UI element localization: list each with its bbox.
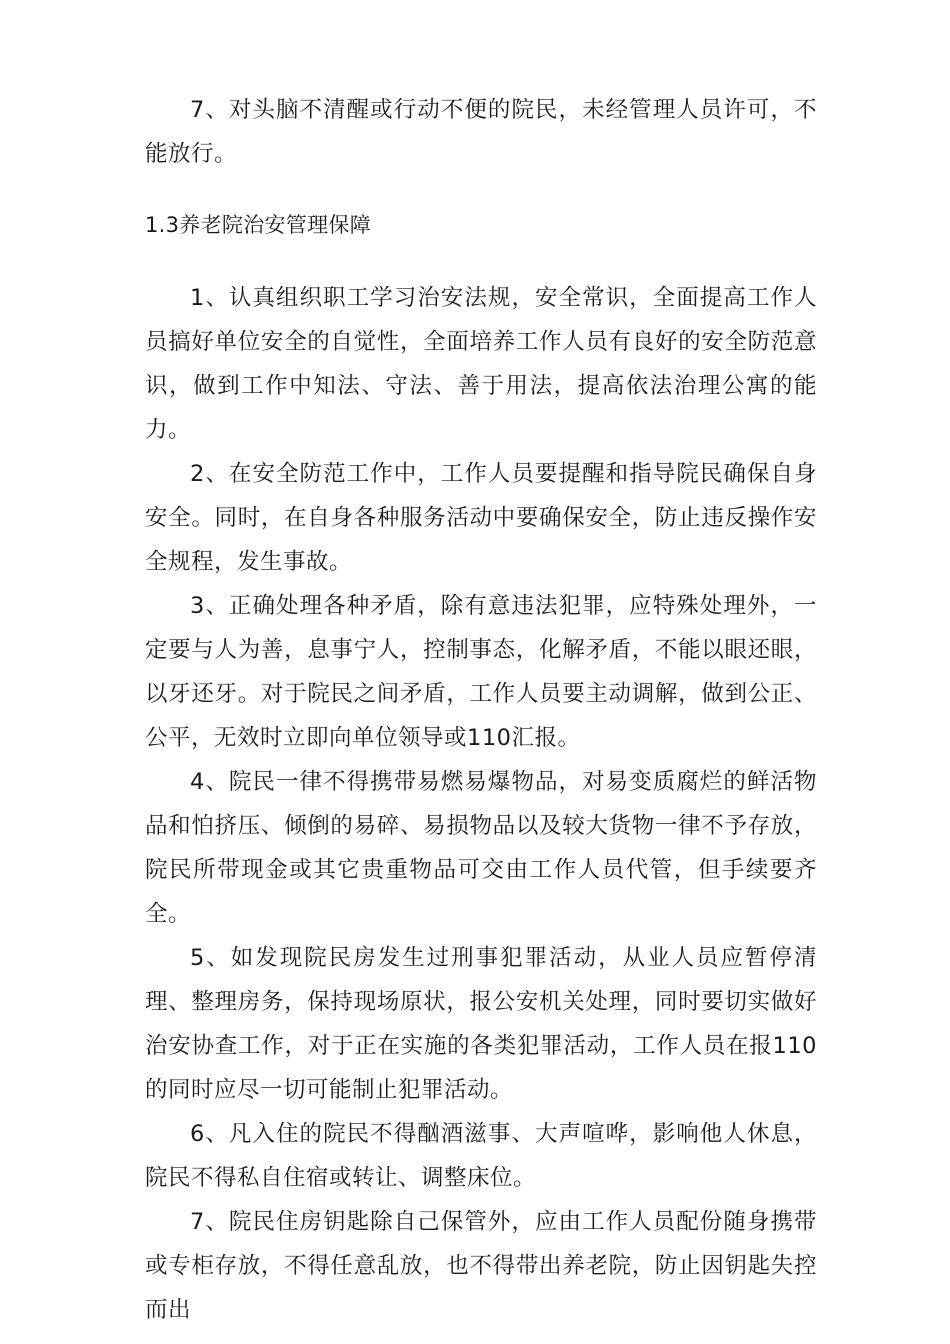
intro-paragraph: 7、对头脑不清醒或行动不便的院民，未经管理人员许可，不能放行。 <box>145 97 817 167</box>
paragraph-4: 4、院民一律不得携带易燃易爆物品，对易变质腐烂的鲜活物品和怕挤压、倾倒的易碎、易损物品以及较大货物一律不予存放，院民所带现金或其它贵重物品可交由工作人员代管，但手续要齐全。 <box>145 769 817 927</box>
paragraph-6: 6、凡入住的院民不得酗酒滋事、大声喧哗，影响他人休息，院民不得私自住宿或转让、调整床位。 <box>145 1121 817 1191</box>
paragraph-3: 3、正确处理各种矛盾，除有意违法犯罪，应特殊处理外，一定要与人为善，息事宁人，控制事态，化解矛盾，不能以眼还眼，以牙还牙。对于院民之间矛盾，工作人员要主动调解，做到公正、公平，无效时立即向单位领导或110汇报。 <box>145 593 817 751</box>
document-page <box>145 88 817 1332</box>
paragraph-7: 7、院民住房钥匙除自己保管外，应由工作人员配份随身携带或专柜存放，不得任意乱放，也不得带出养老院，防止因钥匙失控而出 <box>145 1209 817 1323</box>
section-heading: 1.3养老院治安管理保障 <box>145 213 371 237</box>
paragraph-1: 1、认真组织职工学习治安法规，安全常识，全面提高工作人员搞好单位安全的自觉性，全面培养工作人员有良好的安全防范意识，做到工作中知法、守法、善于用法，提高依法治理公寓的能力。 <box>145 285 817 443</box>
paragraph-5: 5、如发现院民房发生过刑事犯罪活动，从业人员应暂停清理、整理房务，保持现场原状，报公安机关处理，同时要切实做好治安协查工作，对于正在实施的各类犯罪活动，工作人员在报110的同时应尽一切可能制止犯罪活动。 <box>145 945 817 1103</box>
paragraph-2: 2、在安全防范工作中，工作人员要提醒和指导院民确保自身安全。同时，在自身各种服务活动中要确保安全，防止违反操作安全规程，发生事故。 <box>145 461 817 575</box>
